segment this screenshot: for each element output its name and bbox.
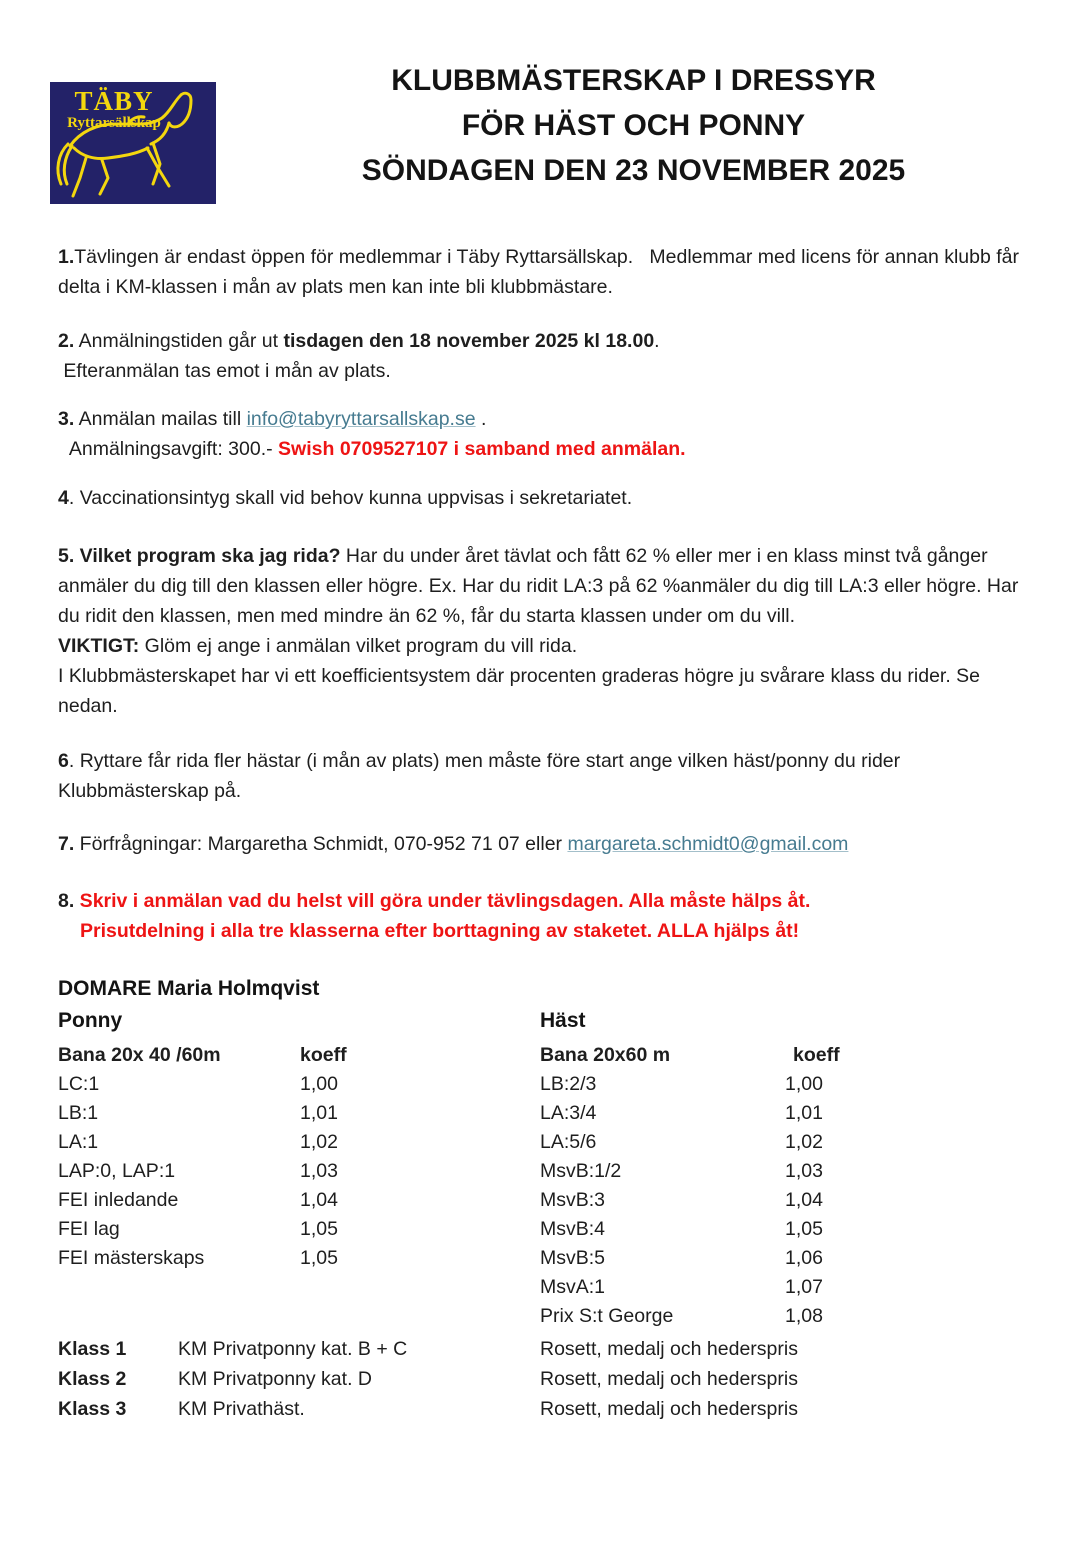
ponny-heading: Ponny bbox=[58, 1009, 123, 1032]
class-list bbox=[58, 1334, 1040, 1424]
contact-email-link[interactable]: margareta.schmidt0@gmail.com bbox=[567, 833, 849, 855]
hast-header-row bbox=[540, 1040, 1040, 1070]
prize-ceremony-text: Prisutdelning i alla tre klasserna efter borttagning av staketet. ALLA hjälps åt! bbox=[80, 920, 800, 942]
class-label: FEI lag bbox=[58, 1218, 120, 1240]
table-row bbox=[540, 1157, 1040, 1186]
class-name: Klass 3 bbox=[58, 1398, 127, 1420]
hast-heading: Häst bbox=[540, 1009, 586, 1032]
item-1-number: 1. bbox=[58, 246, 75, 268]
item-3-line-1 bbox=[58, 404, 1040, 434]
class-description: KM Privatponny kat. D bbox=[178, 1368, 372, 1390]
item-5-text: Har du under året tävlat och fått 62 % eller mer i en klass minst två gånger anmäler du dig till den klassen eller högre. Ex. Har du ridit LA:3 på 62 %anmäler du dig till LA:3 eller högre. Har du ridit den klassen, men med mindre än 62 %, får du starta klassen under om du vill. bbox=[58, 545, 1024, 627]
item-3-number: 3. bbox=[58, 408, 75, 430]
koeff-value: 1,02 bbox=[300, 1131, 338, 1153]
entry-email-link[interactable]: info@tabyryttarsallskap.se bbox=[246, 408, 476, 430]
class-label: LC:1 bbox=[58, 1073, 100, 1095]
table-row bbox=[58, 1099, 540, 1128]
class-label: LA:5/6 bbox=[540, 1131, 597, 1153]
class-label: MsvB:5 bbox=[540, 1247, 606, 1269]
item-4-text: . Vaccinationsintyg skall vid behov kunna uppvisas i sekretariatet. bbox=[68, 487, 633, 509]
koeff-value: 1,00 bbox=[300, 1073, 338, 1095]
class-label: LA:1 bbox=[58, 1131, 99, 1153]
class-prize: Rosett, medalj och hederspris bbox=[540, 1338, 798, 1360]
class-label: LB:2/3 bbox=[540, 1073, 597, 1095]
ponny-col-koeff: koeff bbox=[300, 1044, 347, 1066]
koeff-value: 1,00 bbox=[785, 1073, 823, 1095]
koeff-value: 1,05 bbox=[300, 1218, 338, 1240]
class-prize: Rosett, medalj och hederspris bbox=[540, 1368, 798, 1390]
viktigt-label: VIKTIGT: bbox=[58, 635, 140, 657]
item-2-number: 2. bbox=[58, 330, 75, 352]
class-description: KM Privathäst. bbox=[178, 1398, 305, 1420]
logo-text bbox=[56, 87, 172, 132]
item-3 bbox=[58, 404, 1040, 464]
item-7-number: 7. bbox=[58, 833, 75, 855]
item-6-text: . Ryttare får rida fler hästar (i mån av plats) men måste före start ange vilken häst/ponny du rider Klubbmästerskap på. bbox=[58, 750, 906, 802]
item-5-question: 5. Vilket program ska jag rida? bbox=[58, 545, 341, 567]
koeff-value: 1,07 bbox=[785, 1276, 823, 1298]
item-2 bbox=[58, 326, 1040, 386]
table-row bbox=[540, 1128, 1040, 1157]
item-5 bbox=[58, 541, 1040, 721]
item-2-line-2 bbox=[58, 356, 1040, 386]
table-row bbox=[58, 1186, 540, 1215]
hast-table bbox=[540, 1006, 1040, 1331]
title-line-1: KLUBBMÄSTERSKAP I DRESSYR bbox=[391, 64, 876, 97]
class-prize: Rosett, medalj och hederspris bbox=[540, 1398, 798, 1420]
item-7-text: Förfrågningar: Margaretha Schmidt, 070-952 71 07 eller bbox=[74, 833, 568, 855]
item-3-period: . bbox=[475, 408, 487, 430]
item-1-text: Tävlingen är endast öppen för medlemmar i Täby Ryttarsällskap. Medlemmar med licens för annan klubb får delta i KM-klassen i mån av plats men kan inte bli klubbmästare. bbox=[58, 246, 1025, 298]
table-row bbox=[540, 1244, 1040, 1273]
item-4-number: 4 bbox=[58, 487, 69, 509]
class-label: MsvA:1 bbox=[540, 1276, 606, 1298]
entry-fee-text: Anmälningsavgift: 300.- bbox=[58, 438, 279, 460]
hast-col-bana: Bana 20x60 m bbox=[540, 1044, 671, 1066]
coefficient-tables bbox=[58, 1006, 1040, 1331]
class-name: Klass 1 bbox=[58, 1338, 127, 1360]
table-row bbox=[540, 1273, 1040, 1302]
koeff-value: 1,04 bbox=[300, 1189, 338, 1211]
item-5-main bbox=[58, 541, 1040, 631]
koeff-value: 1,03 bbox=[785, 1160, 823, 1182]
koeff-value: 1,05 bbox=[300, 1247, 338, 1269]
item-5-viktigt bbox=[58, 631, 1040, 661]
judge-heading: DOMARE Maria Holmqvist bbox=[58, 977, 320, 1000]
item-6 bbox=[58, 746, 1040, 806]
page-title bbox=[225, 58, 1042, 193]
koeff-value: 1,01 bbox=[785, 1102, 823, 1124]
koeff-value: 1,03 bbox=[300, 1160, 338, 1182]
koeff-value: 1,02 bbox=[785, 1131, 823, 1153]
coefficient-section bbox=[58, 1006, 1040, 1424]
item-2-period: . bbox=[654, 330, 660, 352]
koeff-value: 1,04 bbox=[785, 1189, 823, 1211]
class-description: KM Privatponny kat. B + C bbox=[178, 1338, 408, 1360]
table-row bbox=[58, 1244, 540, 1273]
swish-payment-text: Swish 0709527107 i samband med anmälan. bbox=[278, 438, 686, 460]
item-5-coefficient bbox=[58, 661, 1040, 721]
logo-club-name: TÄBY bbox=[74, 86, 154, 116]
ponny-table bbox=[58, 1006, 540, 1273]
koeff-value: 1,08 bbox=[785, 1305, 823, 1327]
class-row bbox=[58, 1394, 1040, 1424]
help-out-text: Skriv i anmälan vad du helst vill göra under tävlingsdagen. Alla måste hälps åt. bbox=[74, 890, 811, 912]
item-8-line-1 bbox=[58, 886, 1040, 916]
table-row bbox=[540, 1070, 1040, 1099]
table-row bbox=[540, 1186, 1040, 1215]
table-row bbox=[58, 1157, 540, 1186]
item-2-text: Anmälningstiden går ut bbox=[74, 330, 284, 352]
class-row bbox=[58, 1364, 1040, 1394]
title-line-2: FÖR HÄST OCH PONNY bbox=[461, 109, 806, 142]
item-8-line-2 bbox=[58, 916, 1040, 946]
item-1 bbox=[58, 242, 1040, 302]
class-label: LAP:0, LAP:1 bbox=[58, 1160, 176, 1182]
class-name: Klass 2 bbox=[58, 1368, 127, 1390]
ponny-header-row bbox=[58, 1040, 540, 1070]
class-label: MsvB:4 bbox=[540, 1218, 606, 1240]
title-line-3: SÖNDAGEN DEN 23 NOVEMBER 2025 bbox=[361, 154, 906, 187]
class-row bbox=[58, 1334, 1040, 1364]
class-label: LA:3/4 bbox=[540, 1102, 597, 1124]
item-6-number: 6 bbox=[58, 750, 69, 772]
coefficient-text: I Klubbmästerskapet har vi ett koefficientsystem där procenten graderas högre ju svårare klass du rider. Se nedan. bbox=[58, 665, 986, 717]
viktigt-text: Glöm ej ange i anmälan vilket program du vill rida. bbox=[139, 635, 578, 657]
item-3-line-2 bbox=[58, 434, 1040, 464]
class-label: FEI mästerskaps bbox=[58, 1247, 205, 1269]
class-label: Prix S:t George bbox=[540, 1305, 674, 1327]
koeff-value: 1,06 bbox=[785, 1247, 823, 1269]
table-row bbox=[58, 1128, 540, 1157]
table-row bbox=[58, 1070, 540, 1099]
item-8-number: 8. bbox=[58, 890, 75, 912]
item-4 bbox=[58, 483, 1040, 513]
hast-col-koeff: koeff bbox=[793, 1044, 840, 1066]
item-2-line-1 bbox=[58, 326, 1040, 356]
logo-club-subtitle: Ryttarsällskap bbox=[67, 115, 161, 131]
class-label: LB:1 bbox=[58, 1102, 99, 1124]
table-row bbox=[540, 1099, 1040, 1128]
table-row bbox=[540, 1302, 1040, 1331]
item-8 bbox=[58, 886, 1040, 946]
koeff-value: 1,05 bbox=[785, 1218, 823, 1240]
table-row bbox=[540, 1215, 1040, 1244]
item-2-late-entry-text: Efteranmälan tas emot i mån av plats. bbox=[58, 360, 391, 382]
item-3-text: Anmälan mailas till bbox=[74, 408, 247, 430]
club-logo bbox=[50, 82, 216, 204]
item-7 bbox=[58, 829, 1040, 859]
class-label: MsvB:3 bbox=[540, 1189, 606, 1211]
table-row bbox=[58, 1215, 540, 1244]
class-label: FEI inledande bbox=[58, 1189, 179, 1211]
class-label: MsvB:1/2 bbox=[540, 1160, 622, 1182]
item-2-deadline: tisdagen den 18 november 2025 kl 18.00 bbox=[283, 330, 655, 352]
koeff-value: 1,01 bbox=[300, 1102, 338, 1124]
ponny-col-bana: Bana 20x 40 /60m bbox=[58, 1044, 221, 1066]
